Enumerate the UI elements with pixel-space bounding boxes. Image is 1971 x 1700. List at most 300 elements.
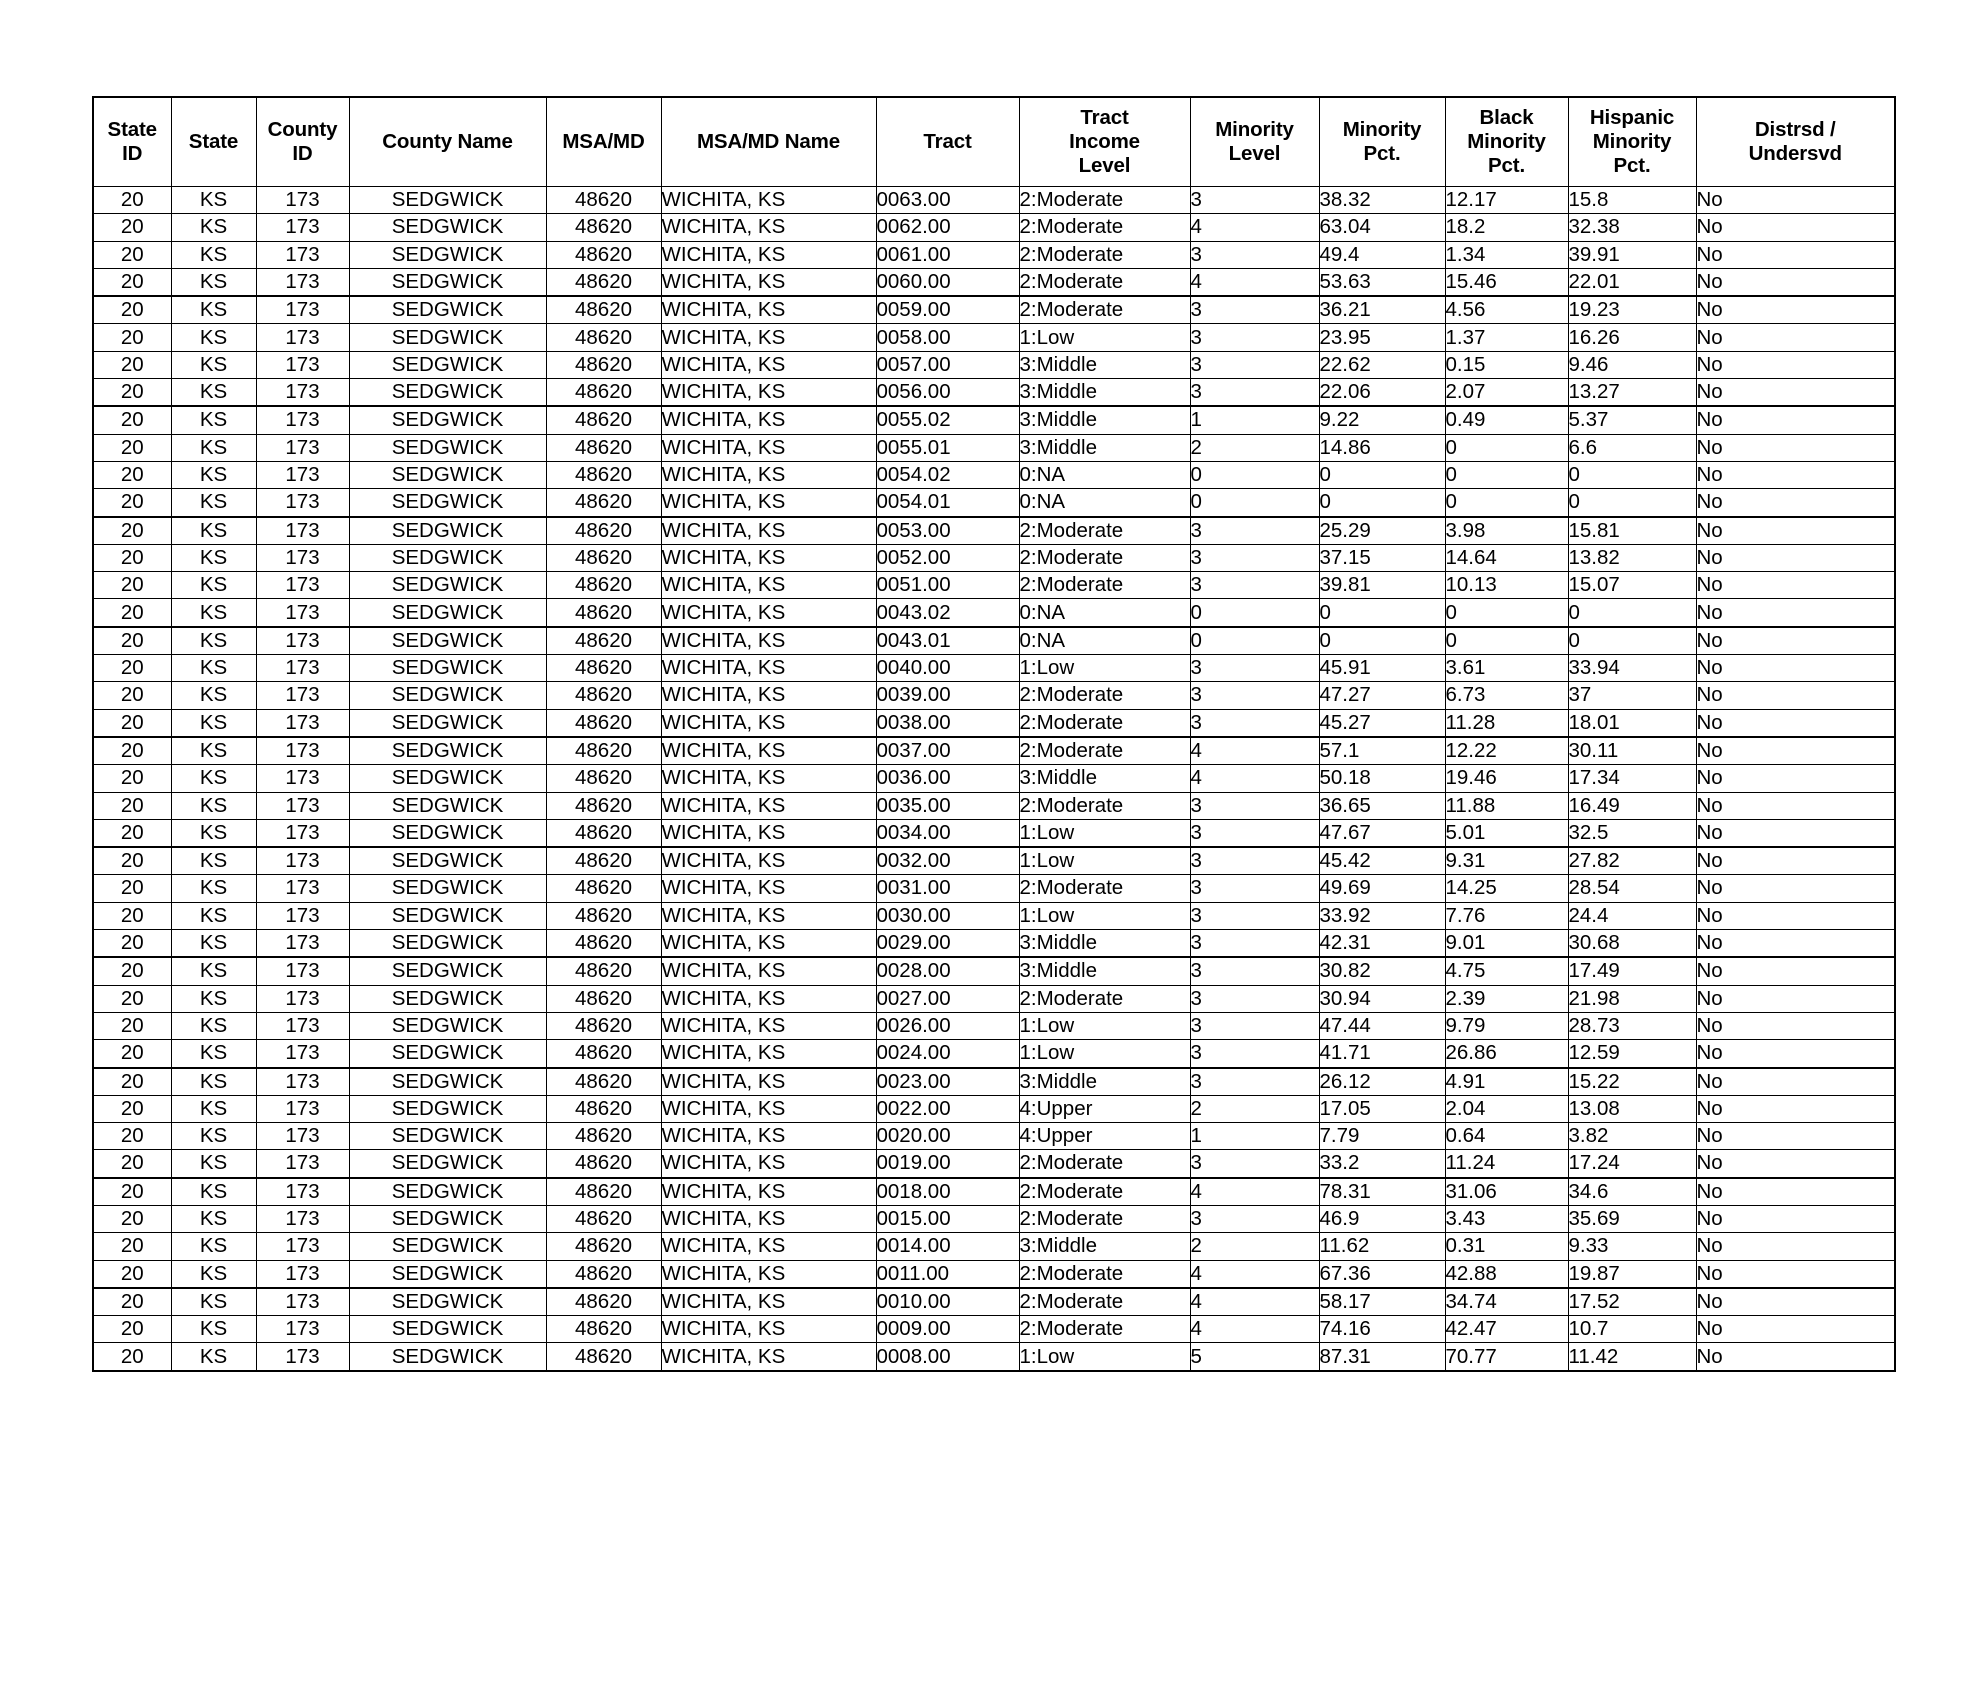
cell-msa-md: 48620 xyxy=(546,268,661,296)
cell-msa-md-name: WICHITA, KS xyxy=(661,296,876,324)
cell-minority-pct: 25.29 xyxy=(1319,517,1445,545)
column-header-tract-income-level[interactable] xyxy=(1019,97,1190,187)
cell-minority-level: 3 xyxy=(1190,1150,1319,1178)
cell-state: KS xyxy=(171,875,256,902)
cell-distrsd-undersvd: No xyxy=(1696,930,1895,958)
cell-hispanic-minority-pct: 0 xyxy=(1568,627,1696,655)
cell-msa-md: 48620 xyxy=(546,765,661,792)
cell-msa-md-name: WICHITA, KS xyxy=(661,187,876,214)
cell-distrsd-undersvd: No xyxy=(1696,1068,1895,1096)
cell-hispanic-minority-pct: 17.49 xyxy=(1568,957,1696,985)
table-row[interactable] xyxy=(93,268,1895,296)
cell-state-id: 20 xyxy=(93,765,171,792)
cell-msa-md: 48620 xyxy=(546,875,661,902)
cell-msa-md-name: WICHITA, KS xyxy=(661,709,876,737)
cell-minority-level: 2 xyxy=(1190,434,1319,461)
cell-black-minority-pct: 11.88 xyxy=(1445,792,1568,819)
cell-minority-level: 4 xyxy=(1190,737,1319,765)
cell-county-id: 173 xyxy=(256,737,349,765)
cell-msa-md: 48620 xyxy=(546,1343,661,1371)
cell-tract: 0018.00 xyxy=(876,1178,1019,1206)
table-row[interactable] xyxy=(93,572,1895,599)
cell-county-name: SEDGWICK xyxy=(349,847,546,875)
cell-tract-income-level: 3:Middle xyxy=(1019,957,1190,985)
cell-tract-income-level: 3:Middle xyxy=(1019,434,1190,461)
cell-tract: 0057.00 xyxy=(876,351,1019,378)
cell-county-id: 173 xyxy=(256,709,349,737)
cell-tract: 0054.02 xyxy=(876,461,1019,488)
cell-minority-level: 3 xyxy=(1190,985,1319,1012)
cell-state: KS xyxy=(171,517,256,545)
cell-distrsd-undersvd: No xyxy=(1696,655,1895,682)
cell-distrsd-undersvd: No xyxy=(1696,434,1895,461)
cell-tract-income-level: 2:Moderate xyxy=(1019,792,1190,819)
cell-msa-md-name: WICHITA, KS xyxy=(661,819,876,847)
cell-county-name: SEDGWICK xyxy=(349,1205,546,1232)
cell-minority-pct: 36.65 xyxy=(1319,792,1445,819)
table-row[interactable] xyxy=(93,1205,1895,1232)
cell-county-id: 173 xyxy=(256,1316,349,1343)
cell-hispanic-minority-pct: 35.69 xyxy=(1568,1205,1696,1232)
cell-county-name: SEDGWICK xyxy=(349,489,546,517)
cell-county-name: SEDGWICK xyxy=(349,296,546,324)
cell-msa-md-name: WICHITA, KS xyxy=(661,461,876,488)
cell-tract: 0019.00 xyxy=(876,1150,1019,1178)
cell-black-minority-pct: 0 xyxy=(1445,627,1568,655)
column-header-county-id[interactable] xyxy=(256,97,349,187)
cell-minority-pct: 22.06 xyxy=(1319,379,1445,407)
cell-county-id: 173 xyxy=(256,819,349,847)
cell-tract-income-level: 2:Moderate xyxy=(1019,214,1190,241)
cell-msa-md: 48620 xyxy=(546,434,661,461)
cell-state: KS xyxy=(171,627,256,655)
table-row[interactable] xyxy=(93,847,1895,875)
cell-black-minority-pct: 6.73 xyxy=(1445,682,1568,709)
table-row[interactable] xyxy=(93,1040,1895,1068)
cell-msa-md: 48620 xyxy=(546,709,661,737)
cell-distrsd-undersvd: No xyxy=(1696,572,1895,599)
cell-county-name: SEDGWICK xyxy=(349,1150,546,1178)
cell-tract-income-level: 2:Moderate xyxy=(1019,1205,1190,1232)
cell-state: KS xyxy=(171,1288,256,1316)
table-row[interactable] xyxy=(93,902,1895,929)
cell-county-name: SEDGWICK xyxy=(349,599,546,627)
cell-county-id: 173 xyxy=(256,1343,349,1371)
cell-tract: 0008.00 xyxy=(876,1343,1019,1371)
cell-distrsd-undersvd: No xyxy=(1696,241,1895,268)
cell-state: KS xyxy=(171,1012,256,1039)
column-header-msa-md[interactable] xyxy=(546,97,661,187)
cell-county-name: SEDGWICK xyxy=(349,1343,546,1371)
cell-minority-level: 3 xyxy=(1190,1040,1319,1068)
cell-msa-md: 48620 xyxy=(546,324,661,351)
table-header xyxy=(93,97,1895,187)
cell-county-id: 173 xyxy=(256,1205,349,1232)
column-header-label: Hispanic xyxy=(1589,105,1675,129)
cell-minority-pct: 58.17 xyxy=(1319,1288,1445,1316)
column-header-msa-md-name[interactable] xyxy=(661,97,876,187)
cell-msa-md-name: WICHITA, KS xyxy=(661,1068,876,1096)
cell-minority-level: 4 xyxy=(1190,214,1319,241)
cell-msa-md-name: WICHITA, KS xyxy=(661,599,876,627)
cell-minority-level: 3 xyxy=(1190,930,1319,958)
table-row[interactable] xyxy=(93,875,1895,902)
cell-county-id: 173 xyxy=(256,241,349,268)
cell-msa-md: 48620 xyxy=(546,187,661,214)
cell-msa-md-name: WICHITA, KS xyxy=(661,985,876,1012)
cell-msa-md: 48620 xyxy=(546,737,661,765)
column-header-black-minority-pct[interactable] xyxy=(1445,97,1568,187)
cell-county-id: 173 xyxy=(256,1068,349,1096)
cell-distrsd-undersvd: No xyxy=(1696,792,1895,819)
cell-state-id: 20 xyxy=(93,324,171,351)
cell-minority-level: 3 xyxy=(1190,1012,1319,1039)
cell-county-name: SEDGWICK xyxy=(349,1095,546,1122)
cell-msa-md: 48620 xyxy=(546,1178,661,1206)
cell-tract: 0010.00 xyxy=(876,1288,1019,1316)
cell-minority-pct: 0 xyxy=(1319,461,1445,488)
cell-county-id: 173 xyxy=(256,1012,349,1039)
cell-county-name: SEDGWICK xyxy=(349,627,546,655)
cell-state: KS xyxy=(171,737,256,765)
cell-state-id: 20 xyxy=(93,737,171,765)
column-header-label: Tract xyxy=(923,129,972,153)
table-row[interactable] xyxy=(93,379,1895,407)
cell-distrsd-undersvd: No xyxy=(1696,268,1895,296)
cell-black-minority-pct: 3.61 xyxy=(1445,655,1568,682)
cell-county-id: 173 xyxy=(256,461,349,488)
cell-minority-level: 4 xyxy=(1190,1316,1319,1343)
table-row[interactable] xyxy=(93,1343,1895,1371)
cell-hispanic-minority-pct: 13.08 xyxy=(1568,1095,1696,1122)
cell-black-minority-pct: 7.76 xyxy=(1445,902,1568,929)
cell-msa-md-name: WICHITA, KS xyxy=(661,1205,876,1232)
table-row[interactable] xyxy=(93,985,1895,1012)
cell-distrsd-undersvd: No xyxy=(1696,351,1895,378)
table-row[interactable] xyxy=(93,1012,1895,1039)
table-row[interactable] xyxy=(93,1178,1895,1206)
cell-state: KS xyxy=(171,406,256,434)
cell-county-id: 173 xyxy=(256,682,349,709)
column-header-state[interactable] xyxy=(171,97,256,187)
cell-state-id: 20 xyxy=(93,351,171,378)
cell-county-id: 173 xyxy=(256,847,349,875)
column-header-label: Pct. xyxy=(1363,142,1401,165)
cell-minority-level: 3 xyxy=(1190,682,1319,709)
cell-black-minority-pct: 3.98 xyxy=(1445,517,1568,545)
table-row[interactable] xyxy=(93,819,1895,847)
column-header-hispanic-minority-pct[interactable] xyxy=(1568,97,1696,187)
cell-minority-level: 3 xyxy=(1190,296,1319,324)
cell-county-name: SEDGWICK xyxy=(349,957,546,985)
cell-tract: 0031.00 xyxy=(876,875,1019,902)
cell-black-minority-pct: 14.64 xyxy=(1445,544,1568,571)
cell-hispanic-minority-pct: 22.01 xyxy=(1568,268,1696,296)
cell-black-minority-pct: 0.49 xyxy=(1445,406,1568,434)
cell-county-id: 173 xyxy=(256,1150,349,1178)
cell-state-id: 20 xyxy=(93,1233,171,1260)
cell-county-id: 173 xyxy=(256,1095,349,1122)
cell-tract-income-level: 2:Moderate xyxy=(1019,187,1190,214)
cell-tract-income-level: 2:Moderate xyxy=(1019,1260,1190,1288)
column-header-label: Minority xyxy=(1467,129,1546,153)
cell-hispanic-minority-pct: 19.87 xyxy=(1568,1260,1696,1288)
cell-hispanic-minority-pct: 39.91 xyxy=(1568,241,1696,268)
cell-msa-md: 48620 xyxy=(546,930,661,958)
cell-county-name: SEDGWICK xyxy=(349,572,546,599)
cell-county-id: 173 xyxy=(256,434,349,461)
table-row[interactable] xyxy=(93,406,1895,434)
table-row[interactable] xyxy=(93,957,1895,985)
cell-state-id: 20 xyxy=(93,1068,171,1096)
table-row[interactable] xyxy=(93,1233,1895,1260)
cell-msa-md: 48620 xyxy=(546,214,661,241)
cell-tract: 0014.00 xyxy=(876,1233,1019,1260)
cell-county-id: 173 xyxy=(256,214,349,241)
cell-distrsd-undersvd: No xyxy=(1696,1233,1895,1260)
cell-tract: 0035.00 xyxy=(876,792,1019,819)
cell-distrsd-undersvd: No xyxy=(1696,1012,1895,1039)
cell-state-id: 20 xyxy=(93,406,171,434)
cell-hispanic-minority-pct: 34.6 xyxy=(1568,1178,1696,1206)
cell-minority-level: 0 xyxy=(1190,627,1319,655)
cell-state-id: 20 xyxy=(93,517,171,545)
cell-county-id: 173 xyxy=(256,765,349,792)
table-row[interactable] xyxy=(93,324,1895,351)
cell-msa-md-name: WICHITA, KS xyxy=(661,1095,876,1122)
cell-black-minority-pct: 4.56 xyxy=(1445,296,1568,324)
column-header-label: State xyxy=(188,129,239,153)
cell-minority-pct: 47.27 xyxy=(1319,682,1445,709)
cell-minority-pct: 0 xyxy=(1319,489,1445,517)
cell-minority-level: 3 xyxy=(1190,241,1319,268)
cell-tract-income-level: 2:Moderate xyxy=(1019,544,1190,571)
table-row[interactable] xyxy=(93,627,1895,655)
cell-state-id: 20 xyxy=(93,819,171,847)
table-row[interactable] xyxy=(93,930,1895,958)
table-row[interactable] xyxy=(93,1123,1895,1150)
cell-black-minority-pct: 70.77 xyxy=(1445,1343,1568,1371)
cell-county-id: 173 xyxy=(256,985,349,1012)
cell-tract: 0061.00 xyxy=(876,241,1019,268)
table-row[interactable] xyxy=(93,1316,1895,1343)
cell-county-name: SEDGWICK xyxy=(349,792,546,819)
cell-distrsd-undersvd: No xyxy=(1696,406,1895,434)
header-row xyxy=(93,97,1895,187)
cell-county-name: SEDGWICK xyxy=(349,875,546,902)
cell-state: KS xyxy=(171,1095,256,1122)
cell-county-name: SEDGWICK xyxy=(349,187,546,214)
cell-hispanic-minority-pct: 17.52 xyxy=(1568,1288,1696,1316)
cell-hispanic-minority-pct: 9.46 xyxy=(1568,351,1696,378)
column-header-minority-pct[interactable] xyxy=(1319,97,1445,187)
cell-msa-md-name: WICHITA, KS xyxy=(661,682,876,709)
cell-county-id: 173 xyxy=(256,875,349,902)
table-row[interactable] xyxy=(93,655,1895,682)
cell-state-id: 20 xyxy=(93,1178,171,1206)
cell-msa-md: 48620 xyxy=(546,517,661,545)
cell-state: KS xyxy=(171,930,256,958)
cell-minority-pct: 53.63 xyxy=(1319,268,1445,296)
cell-minority-pct: 30.94 xyxy=(1319,985,1445,1012)
column-header-label: Black xyxy=(1479,105,1534,129)
cell-tract: 0036.00 xyxy=(876,765,1019,792)
column-header-label: Pct. xyxy=(1613,154,1651,178)
cell-tract-income-level: 3:Middle xyxy=(1019,351,1190,378)
cell-msa-md-name: WICHITA, KS xyxy=(661,737,876,765)
cell-tract-income-level: 2:Moderate xyxy=(1019,985,1190,1012)
column-header-state-id[interactable] xyxy=(93,97,171,187)
table-row[interactable] xyxy=(93,765,1895,792)
cell-tract-income-level: 0:NA xyxy=(1019,627,1190,655)
cell-county-name: SEDGWICK xyxy=(349,930,546,958)
column-header-tract[interactable] xyxy=(876,97,1019,187)
table-row[interactable] xyxy=(93,489,1895,517)
cell-distrsd-undersvd: No xyxy=(1696,296,1895,324)
cell-state: KS xyxy=(171,187,256,214)
cell-minority-level: 3 xyxy=(1190,792,1319,819)
cell-msa-md-name: WICHITA, KS xyxy=(661,572,876,599)
cell-hispanic-minority-pct: 0 xyxy=(1568,599,1696,627)
table-row[interactable] xyxy=(93,241,1895,268)
cell-distrsd-undersvd: No xyxy=(1696,902,1895,929)
table-row[interactable] xyxy=(93,709,1895,737)
cell-hispanic-minority-pct: 13.82 xyxy=(1568,544,1696,571)
column-header-minority-level[interactable] xyxy=(1190,97,1319,187)
cell-county-id: 173 xyxy=(256,1040,349,1068)
cell-minority-level: 3 xyxy=(1190,902,1319,929)
cell-minority-pct: 47.67 xyxy=(1319,819,1445,847)
cell-minority-level: 3 xyxy=(1190,655,1319,682)
cell-msa-md: 48620 xyxy=(546,1068,661,1096)
table-row[interactable] xyxy=(93,434,1895,461)
table-row[interactable] xyxy=(93,1150,1895,1178)
cell-msa-md: 48620 xyxy=(546,461,661,488)
cell-distrsd-undersvd: No xyxy=(1696,1205,1895,1232)
cell-tract-income-level: 3:Middle xyxy=(1019,379,1190,407)
cell-hispanic-minority-pct: 33.94 xyxy=(1568,655,1696,682)
cell-tract: 0060.00 xyxy=(876,268,1019,296)
cell-msa-md-name: WICHITA, KS xyxy=(661,1012,876,1039)
cell-tract: 0026.00 xyxy=(876,1012,1019,1039)
cell-minority-level: 3 xyxy=(1190,1205,1319,1232)
table-row[interactable] xyxy=(93,187,1895,214)
table-row[interactable] xyxy=(93,517,1895,545)
cell-county-name: SEDGWICK xyxy=(349,324,546,351)
table-row[interactable] xyxy=(93,1288,1895,1316)
column-header-label: ID xyxy=(292,142,313,165)
cell-county-name: SEDGWICK xyxy=(349,544,546,571)
cell-minority-pct: 30.82 xyxy=(1319,957,1445,985)
cell-distrsd-undersvd: No xyxy=(1696,1040,1895,1068)
cell-state-id: 20 xyxy=(93,957,171,985)
cell-minority-level: 4 xyxy=(1190,1178,1319,1206)
cell-tract: 0058.00 xyxy=(876,324,1019,351)
table-row[interactable] xyxy=(93,682,1895,709)
table-row[interactable] xyxy=(93,737,1895,765)
cell-hispanic-minority-pct: 15.8 xyxy=(1568,187,1696,214)
cell-state: KS xyxy=(171,599,256,627)
cell-distrsd-undersvd: No xyxy=(1696,847,1895,875)
cell-state-id: 20 xyxy=(93,461,171,488)
table-row[interactable] xyxy=(93,214,1895,241)
cell-hispanic-minority-pct: 37 xyxy=(1568,682,1696,709)
cell-state: KS xyxy=(171,241,256,268)
cell-hispanic-minority-pct: 10.7 xyxy=(1568,1316,1696,1343)
cell-black-minority-pct: 9.01 xyxy=(1445,930,1568,958)
cell-minority-level: 3 xyxy=(1190,875,1319,902)
cell-black-minority-pct: 42.88 xyxy=(1445,1260,1568,1288)
cell-tract-income-level: 2:Moderate xyxy=(1019,875,1190,902)
cell-state: KS xyxy=(171,461,256,488)
table-row[interactable] xyxy=(93,599,1895,627)
cell-state: KS xyxy=(171,765,256,792)
cell-minority-level: 3 xyxy=(1190,819,1319,847)
cell-msa-md-name: WICHITA, KS xyxy=(661,241,876,268)
cell-msa-md-name: WICHITA, KS xyxy=(661,1260,876,1288)
table-row[interactable] xyxy=(93,1068,1895,1096)
cell-state-id: 20 xyxy=(93,1095,171,1122)
cell-county-name: SEDGWICK xyxy=(349,765,546,792)
cell-hispanic-minority-pct: 17.34 xyxy=(1568,765,1696,792)
cell-tract: 0059.00 xyxy=(876,296,1019,324)
cell-minority-pct: 63.04 xyxy=(1319,214,1445,241)
cell-hispanic-minority-pct: 21.98 xyxy=(1568,985,1696,1012)
cell-distrsd-undersvd: No xyxy=(1696,214,1895,241)
cell-state: KS xyxy=(171,1343,256,1371)
cell-minority-level: 1 xyxy=(1190,1123,1319,1150)
cell-county-id: 173 xyxy=(256,268,349,296)
cell-minority-pct: 57.1 xyxy=(1319,737,1445,765)
cell-state: KS xyxy=(171,544,256,571)
table-row[interactable] xyxy=(93,792,1895,819)
column-header-distrsd-undersvd[interactable] xyxy=(1696,97,1895,187)
table-row[interactable] xyxy=(93,461,1895,488)
table-row[interactable] xyxy=(93,544,1895,571)
cell-state: KS xyxy=(171,1260,256,1288)
cell-county-name: SEDGWICK xyxy=(349,461,546,488)
cell-county-name: SEDGWICK xyxy=(349,709,546,737)
cell-black-minority-pct: 31.06 xyxy=(1445,1178,1568,1206)
cell-state-id: 20 xyxy=(93,627,171,655)
cell-msa-md: 48620 xyxy=(546,847,661,875)
cell-state: KS xyxy=(171,902,256,929)
cell-distrsd-undersvd: No xyxy=(1696,1288,1895,1316)
cell-state-id: 20 xyxy=(93,187,171,214)
cell-minority-pct: 36.21 xyxy=(1319,296,1445,324)
cell-msa-md-name: WICHITA, KS xyxy=(661,379,876,407)
cell-hispanic-minority-pct: 28.54 xyxy=(1568,875,1696,902)
cell-hispanic-minority-pct: 30.68 xyxy=(1568,930,1696,958)
cell-black-minority-pct: 2.07 xyxy=(1445,379,1568,407)
column-header-county-name[interactable] xyxy=(349,97,546,187)
cell-county-name: SEDGWICK xyxy=(349,1068,546,1096)
table-row[interactable] xyxy=(93,296,1895,324)
cell-hispanic-minority-pct: 16.49 xyxy=(1568,792,1696,819)
table-row[interactable] xyxy=(93,1260,1895,1288)
cell-msa-md: 48620 xyxy=(546,296,661,324)
cell-minority-level: 3 xyxy=(1190,379,1319,407)
cell-hispanic-minority-pct: 24.4 xyxy=(1568,902,1696,929)
cell-county-name: SEDGWICK xyxy=(349,268,546,296)
cell-msa-md-name: WICHITA, KS xyxy=(661,544,876,571)
table-row[interactable] xyxy=(93,1095,1895,1122)
cell-minority-level: 5 xyxy=(1190,1343,1319,1371)
cell-black-minority-pct: 0 xyxy=(1445,599,1568,627)
cell-tract: 0011.00 xyxy=(876,1260,1019,1288)
cell-county-name: SEDGWICK xyxy=(349,434,546,461)
table-row[interactable] xyxy=(93,351,1895,378)
